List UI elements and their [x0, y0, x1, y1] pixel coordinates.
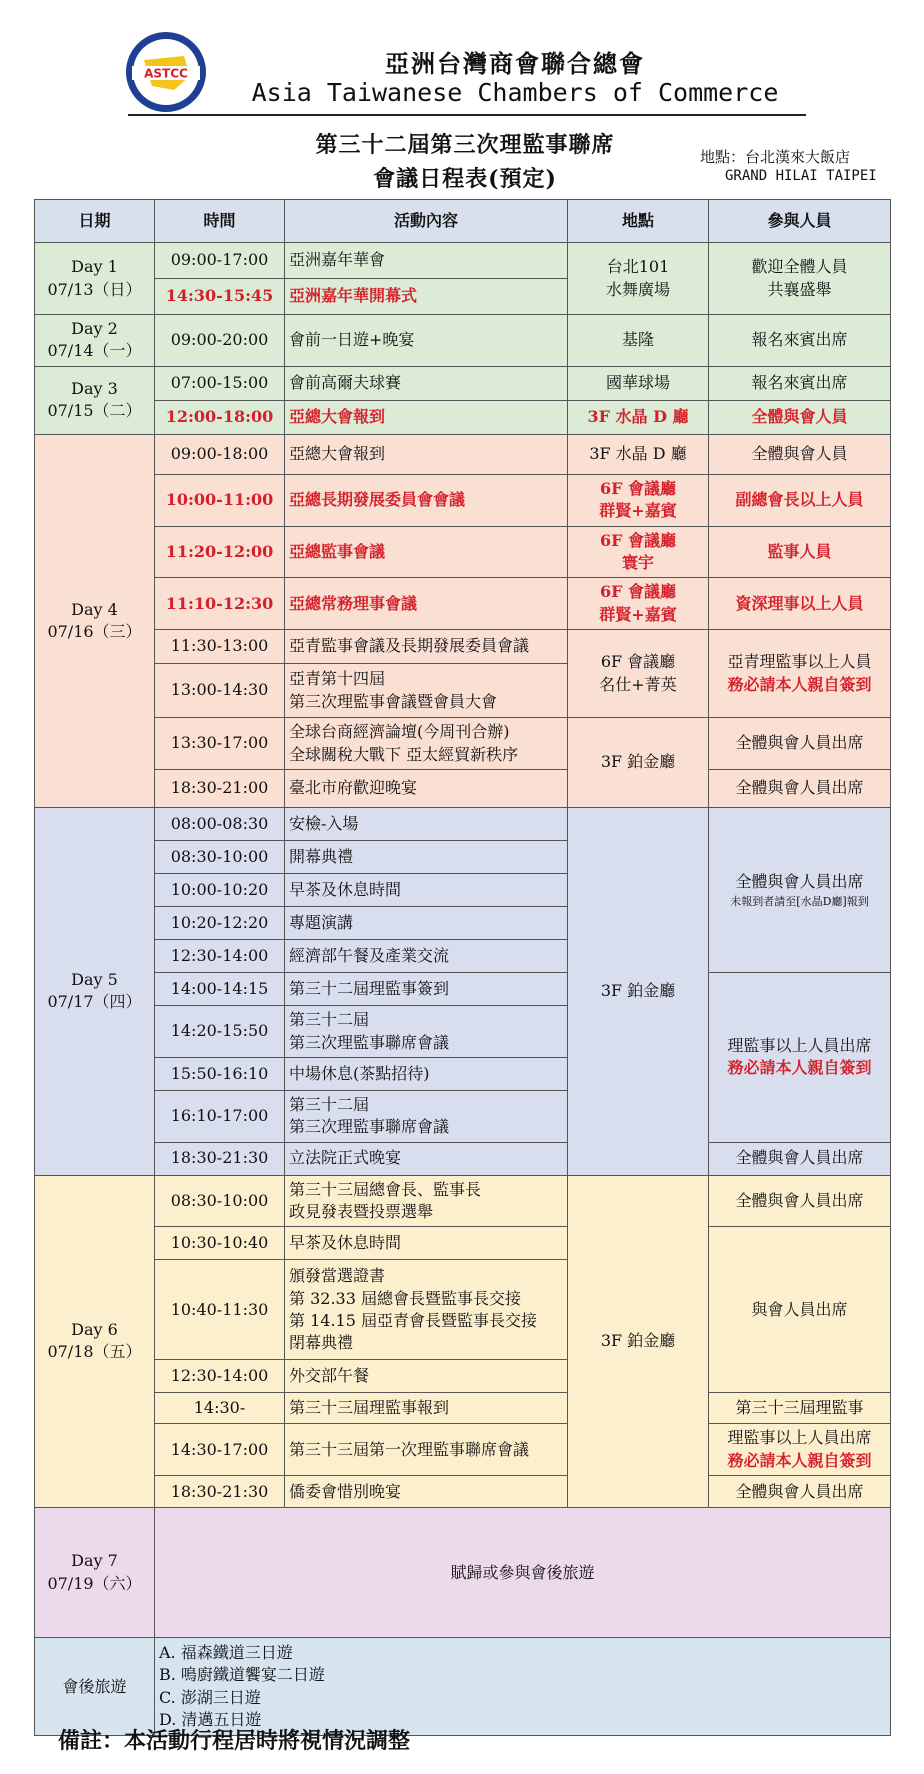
activity-cell: 第三十三屆總會長、監事長 政見發表暨投票選舉 [285, 1175, 568, 1227]
activity-cell: 第三十三屆第一次理監事聯席會議 [285, 1424, 568, 1476]
activity-cell: 早茶及休息時間 [285, 1227, 568, 1260]
header-time: 時間 [155, 200, 285, 243]
time-cell: 14:30- [155, 1393, 285, 1424]
time-cell: 14:30-15:45 [155, 279, 285, 315]
remark-note: 備註：本活動行程居時將視情況調整 [58, 1728, 411, 1754]
header-divider [128, 114, 806, 116]
location-cell: 基隆 [568, 315, 709, 367]
time-cell: 14:20-15:50 [155, 1006, 285, 1058]
table-row [35, 315, 891, 367]
location-cell: 3F 鉑金廳 [568, 718, 709, 808]
activity-cell: 會前高爾夫球賽 [285, 366, 568, 400]
activity-cell: 會前一日遊+晚宴 [285, 315, 568, 367]
participants-cell: 全體與會人員出席 [709, 1476, 891, 1508]
participants-cell: 資深理事以上人員 [709, 578, 891, 630]
header-date: 日期 [35, 200, 155, 243]
location-cell: 6F 會議廳 群賢+嘉賓 [568, 578, 709, 630]
table-row [35, 1508, 891, 1638]
time-cell: 07:00-15:00 [155, 366, 285, 400]
activity-cell: 亞總常務理事會議 [285, 578, 568, 630]
day-cell: Day 5 07/17（四） [35, 808, 155, 1176]
location-cell: 3F 鉑金廳 [568, 1175, 709, 1508]
table-row [35, 1393, 891, 1424]
table-row [35, 366, 891, 400]
activity-cell: 亞洲嘉年華會 [285, 243, 568, 279]
table-row [35, 243, 891, 279]
participants-line: 理監事以上人員出席 [727, 1036, 872, 1056]
activity-cell: 開幕典禮 [285, 841, 568, 874]
participants-cell: 歡迎全體人員 共襄盛舉 [709, 243, 891, 315]
org-name-en: Asia Taiwanese Chambers of Commerce [251, 78, 779, 107]
participants-cell: 第三十三屆理監事 [709, 1393, 891, 1424]
activity-cell: 亞洲嘉年華開幕式 [285, 279, 568, 315]
day-cell: Day 7 07/19（六） [35, 1508, 155, 1638]
activity-cell: 亞青監事會議及長期發展委員會議 [285, 630, 568, 664]
activity-cell: 經濟部午餐及產業交流 [285, 940, 568, 973]
location-cell: 國華球場 [568, 366, 709, 400]
time-cell: 08:00-08:30 [155, 808, 285, 841]
participants-cell [709, 1424, 891, 1476]
sign-in-notice: 務必請本人親自簽到 [727, 1450, 872, 1470]
location-cell: 6F 會議廳 名仕+菁英 [568, 630, 709, 718]
time-cell: 10:40-11:30 [155, 1260, 285, 1360]
activity-cell: 亞總大會報到 [285, 400, 568, 434]
location-cell: 3F 水晶 D 廳 [568, 400, 709, 434]
activity-cell: 早茶及休息時間 [285, 874, 568, 907]
activity-cell: 第三十二屆 第三次理監事聯席會議 [285, 1090, 568, 1142]
time-cell: 12:30-14:00 [155, 1360, 285, 1393]
activity-cell: 亞總監事會議 [285, 526, 568, 578]
time-cell: 09:00-18:00 [155, 434, 285, 474]
table-row [35, 434, 891, 474]
time-cell: 11:30-13:00 [155, 630, 285, 664]
location-cell: 6F 會議廳 群賢+嘉賓 [568, 474, 709, 526]
participants-cell [709, 808, 891, 973]
table-row [35, 718, 891, 770]
page-title: 第三十二屆第三次理監事聯席 [315, 132, 615, 158]
participants-cell [709, 630, 891, 718]
time-cell: 15:50-16:10 [155, 1057, 285, 1090]
table-row [35, 578, 891, 630]
time-cell: 18:30-21:30 [155, 1476, 285, 1508]
header-location: 地點 [568, 200, 709, 243]
tour-list: A. 福森鐵道三日遊 B. 鳴廚鐵道饗宴二日遊 C. 澎湖三日遊 D. 清邁五日遊 [155, 1638, 891, 1736]
table-row [35, 474, 891, 526]
table-row [35, 973, 891, 1006]
participants-cell: 全體與會人員 [709, 400, 891, 434]
header-activity: 活動內容 [285, 200, 568, 243]
day-cell: Day 1 07/13（日） [35, 243, 155, 315]
activity-cell: 全球台商經濟論壇(今周刊合辦) 全球關稅大戰下 亞太經貿新秩序 [285, 718, 568, 770]
participants-cell: 監事人員 [709, 526, 891, 578]
activity-cell: 臺北市府歡迎晚宴 [285, 770, 568, 808]
time-cell: 13:30-17:00 [155, 718, 285, 770]
activity-cell: 僑委會惜別晚宴 [285, 1476, 568, 1508]
time-cell: 10:00-10:20 [155, 874, 285, 907]
schedule-table [34, 199, 891, 1736]
activity-cell: 第三十二屆理監事簽到 [285, 973, 568, 1006]
participants-line: 理監事以上人員出席 [727, 1428, 872, 1448]
time-cell: 09:00-17:00 [155, 243, 285, 279]
table-row [35, 1638, 891, 1736]
participants-cell: 報名來賓出席 [709, 315, 891, 367]
table-row [35, 1175, 891, 1227]
location-cell: 台北101 水舞廣場 [568, 243, 709, 315]
registration-note: 未報到者請至[水晶D廳]報到 [730, 894, 869, 908]
activity-cell: 亞總長期發展委員會會議 [285, 474, 568, 526]
participants-line: 亞青理監事以上人員 [727, 652, 872, 672]
table-row [35, 1476, 891, 1508]
time-cell: 14:00-14:15 [155, 973, 285, 1006]
time-cell: 09:00-20:00 [155, 315, 285, 367]
participants-cell: 全體與會人員 [709, 434, 891, 474]
time-cell: 08:30-10:00 [155, 1175, 285, 1227]
time-cell: 12:30-14:00 [155, 940, 285, 973]
time-cell: 10:20-12:20 [155, 907, 285, 940]
participants-cell: 全體與會人員出席 [709, 718, 891, 770]
table-row [35, 526, 891, 578]
venue-zh: 地點：台北漢來大飯店 [700, 148, 851, 166]
activity-cell: 立法院正式晚宴 [285, 1142, 568, 1175]
activity-cell: 中場休息(茶點招待) [285, 1057, 568, 1090]
day-cell: Day 3 07/15（二） [35, 366, 155, 434]
time-cell: 13:00-14:30 [155, 664, 285, 718]
logo-text: ASTCC [144, 66, 188, 81]
activity-cell: 專題演講 [285, 907, 568, 940]
activity-cell: 安檢-入場 [285, 808, 568, 841]
time-cell: 10:00-11:00 [155, 474, 285, 526]
location-cell: 6F 會議廳 寰宇 [568, 526, 709, 578]
sign-in-notice: 務必請本人親自簽到 [727, 1058, 872, 1078]
participants-cell: 全體與會人員出席 [709, 770, 891, 808]
page-subtitle: 會議日程表(預定) [373, 166, 557, 192]
activity-cell: 外交部午餐 [285, 1360, 568, 1393]
table-row [35, 1227, 891, 1260]
participants-cell: 全體與會人員出席 [709, 1175, 891, 1227]
time-cell: 16:10-17:00 [155, 1090, 285, 1142]
table-header-row [35, 200, 891, 243]
participants-cell [709, 973, 891, 1143]
location-cell: 3F 水晶 D 廳 [568, 434, 709, 474]
day-cell: Day 2 07/14（一） [35, 315, 155, 367]
time-cell: 18:30-21:00 [155, 770, 285, 808]
activity-cell: 亞總大會報到 [285, 434, 568, 474]
sign-in-notice: 務必請本人親自簽到 [727, 674, 872, 694]
tour-label-cell: 會後旅遊 [35, 1638, 155, 1736]
participants-line: 全體與會人員出席 [735, 872, 864, 892]
participants-cell: 與會人員出席 [709, 1227, 891, 1393]
day-cell: Day 4 07/16（三） [35, 434, 155, 807]
org-name-zh: 亞洲台灣商會聯合總會 [385, 49, 645, 78]
participants-cell: 報名來賓出席 [709, 366, 891, 400]
time-cell: 11:10-12:30 [155, 578, 285, 630]
activity-cell: 賦歸或參與會後旅遊 [155, 1508, 891, 1638]
astcc-logo [124, 30, 208, 114]
participants-cell: 副總會長以上人員 [709, 474, 891, 526]
table-row [35, 770, 891, 808]
participants-cell: 全體與會人員出席 [709, 1142, 891, 1175]
time-cell: 14:30-17:00 [155, 1424, 285, 1476]
location-cell: 3F 鉑金廳 [568, 808, 709, 1176]
activity-cell: 第三十二屆 第三次理監事聯席會議 [285, 1006, 568, 1058]
table-row [35, 1424, 891, 1476]
table-row [35, 1142, 891, 1175]
time-cell: 10:30-10:40 [155, 1227, 285, 1260]
activity-cell: 第三十三屆理監事報到 [285, 1393, 568, 1424]
time-cell: 08:30-10:00 [155, 841, 285, 874]
table-row [35, 808, 891, 841]
activity-cell: 頒發當選證書 第 32.33 屆總會長暨監事長交接 第 14.15 屆亞青會長暨監事長交接 閉幕典禮 [285, 1260, 568, 1360]
table-row [35, 630, 891, 664]
day-cell: Day 6 07/18（五） [35, 1175, 155, 1508]
time-cell: 11:20-12:00 [155, 526, 285, 578]
header-participants: 參與人員 [709, 200, 891, 243]
time-cell: 18:30-21:30 [155, 1142, 285, 1175]
table-row [35, 400, 891, 434]
venue-en: GRAND HILAI TAIPEI [725, 168, 877, 184]
time-cell: 12:00-18:00 [155, 400, 285, 434]
activity-cell: 亞青第十四屆 第三次理監事會議暨會員大會 [285, 664, 568, 718]
